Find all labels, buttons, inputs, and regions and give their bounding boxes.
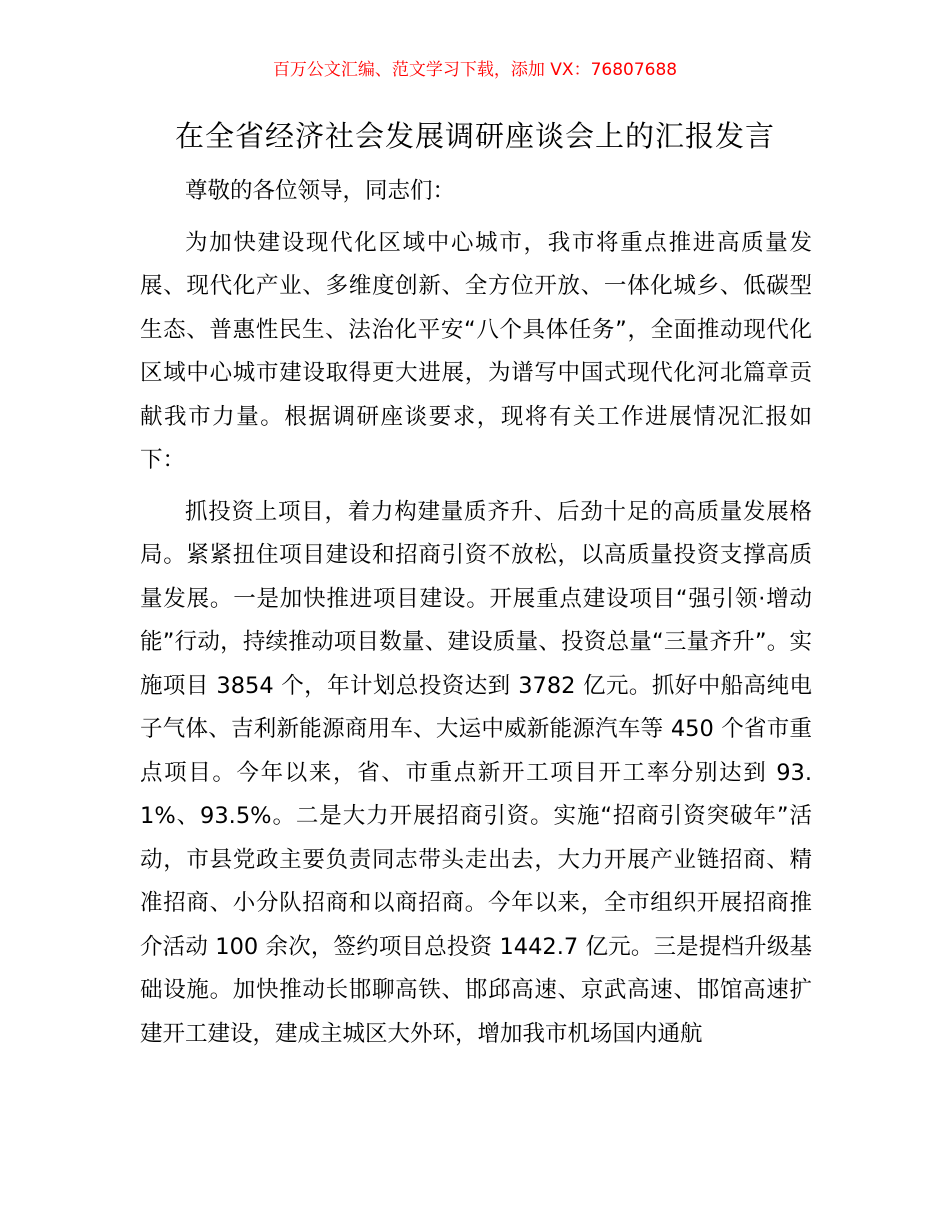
investment-paragraph: 抓投资上项目，着力构建量质齐升、后劲十足的高质量发展格局。紧紧扭住项目建设和招商引资不放松，以高质量投资支撑高质量发展。一是加快推进项目建设。开展重点建设项目“强引领·增动能”行动，持续推动项目数量、建设质量、投资总量“三量齐升”。实施项目 3854 个，年计划总投资达到 3782 亿元。抓好中船高纯电子气体、吉利新能源商用车、大运中威新能源汽车等 450 个省市重点项目。今年以来，省、市重点新开工项目开工率分别达到 93.1%、93.5%。二是大力开展招商引资。实施“招商引资突破年”活动，市县党政主要负责同志带头走出去，大力开展产业链招商、精准招商、小分队招商和以商招商。今年以来，全市组织开展招商推介活动 100 余次，签约项目总投资 1442.7 亿元。三是提档升级基础设施。加快推动长邯聊高铁、邯邱高速、京武高速、邯馆高速扩建开工建设，建成主城区大外环，增加我市机场国内通航 — [140, 498, 812, 1047]
document-title: 在全省经济社会发展调研座谈会上的汇报发言 — [174, 119, 775, 153]
document-body — [140, 170, 812, 1056]
header-note: 百万公文汇编、范文学习下载，添加 VX：76807688 — [272, 60, 678, 80]
salutation-paragraph: 尊敬的各位领导，同志们： — [185, 178, 456, 204]
intro-paragraph: 为加快建设现代化区域中心城市，我市将重点推进高质量发展、现代化产业、多维度创新、全方位开放、一体化城乡、低碳型生态、普惠性民生、法治化平安“八个具体任务”，全面推动现代化区域中心城市建设取得更大进展，为谱写中国式现代化河北篇章贡献我市力量。根据调研座谈要求，现将有关工作进展情况汇报如下： — [140, 229, 812, 473]
